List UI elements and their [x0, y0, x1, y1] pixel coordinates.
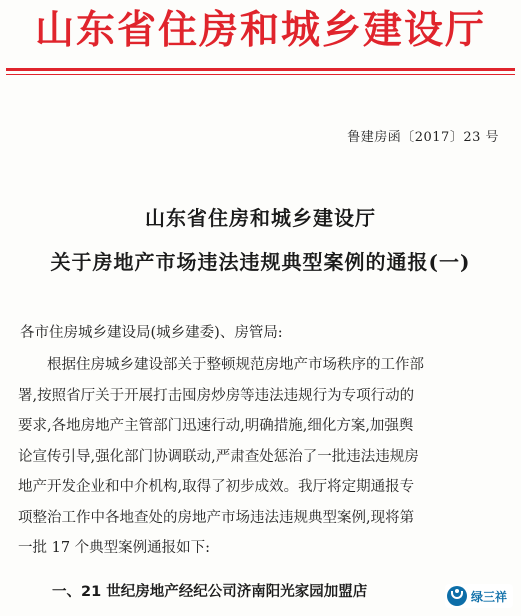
body-line: 论宣传引导,强化部门协调联动,严肃查处惩治了一批违法违规房 [18, 448, 419, 465]
letterhead-title: 山东省住房和城乡建设厅 [34, 8, 486, 53]
document-number: 鲁建房函〔2017〕23 号 [347, 130, 499, 145]
body-line: 一批 17 个典型案例通报如下: [18, 540, 211, 556]
document-title [0, 196, 521, 284]
letterhead-rule-thin [6, 74, 515, 75]
salutation: 各市住房城乡建设局(城乡建委)、房管局: [20, 325, 283, 341]
letterhead-rule-thick [6, 68, 515, 71]
section-heading: 一、21 世纪房地产经纪公司济南阳光家园加盟店 [52, 584, 368, 600]
brand-logo-icon [447, 586, 467, 606]
watermark-text: 绿三祥 [470, 589, 507, 604]
watermark [445, 584, 513, 608]
body-line: 要求,各地房地产主管部门迅速行动,明确措施,细化方案,加强舆 [18, 418, 414, 434]
body-line: 地产开发企业和中介机构,取得了初步成效。我厅将定期通报专 [18, 479, 415, 495]
title-line-2: 关于房地产市场违法违规典型案例的通报(一) [50, 250, 471, 274]
body-line: 署,按照省厅关于开展打击囤房炒房等违法违规行为专项行动的 [18, 387, 415, 404]
body-line: 项整治工作中各地查处的房地产市场违法违规典型案例,现将第 [18, 509, 415, 526]
title-line-1: 山东省住房和城乡建设厅 [145, 206, 376, 230]
body-paragraph [18, 350, 505, 564]
body-line: 根据住房城乡建设部关于整顿规范房地产市场秩序的工作部 [47, 357, 424, 373]
